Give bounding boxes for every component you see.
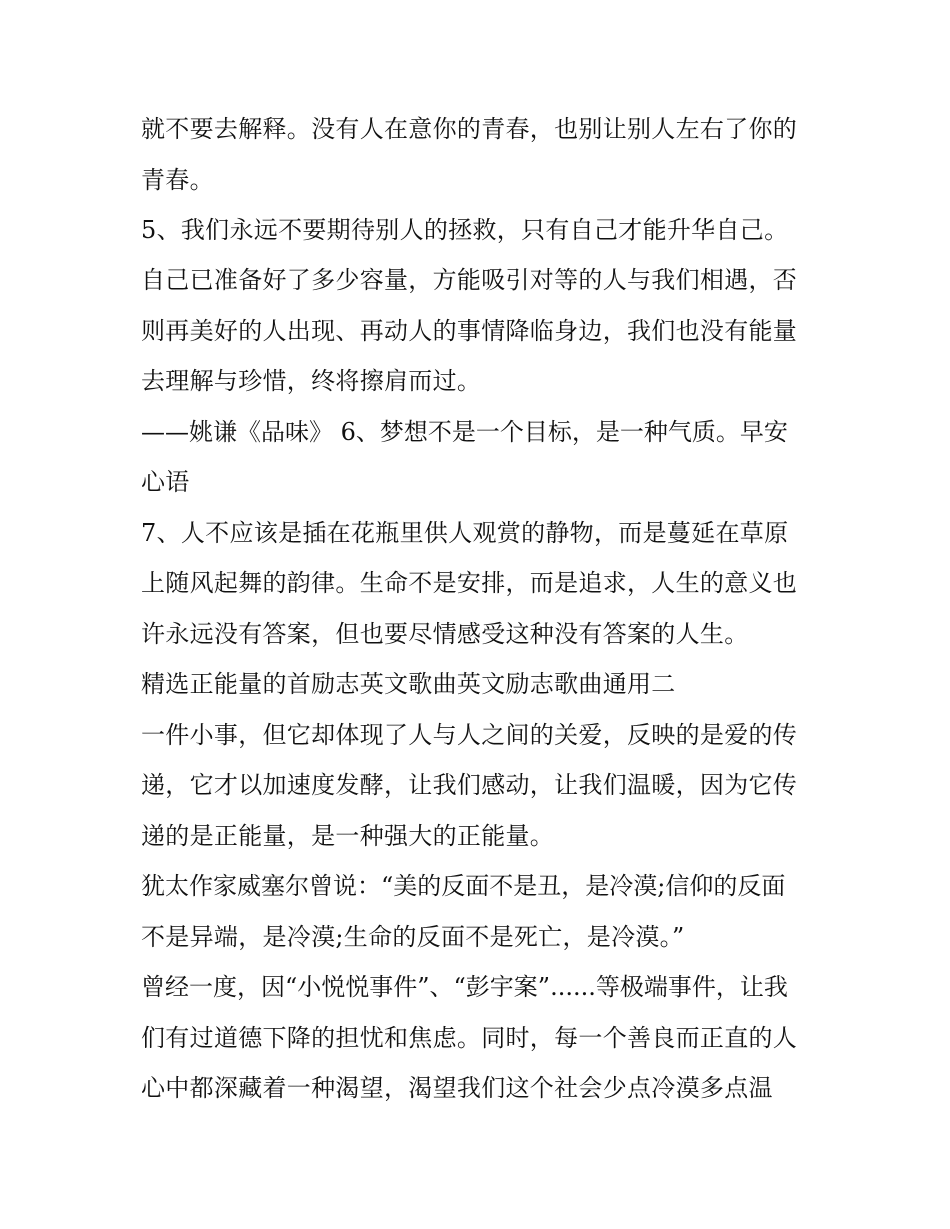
text-line: 不是异端，是冷漠;生命的反面不是死亡，是冷漠。” bbox=[141, 923, 685, 951]
text-line: 上随风起舞的韵律。生命不是安排，而是追求，人生的意义也 bbox=[141, 569, 798, 597]
text-line: 许永远没有答案，但也要尽情感受这种没有答案的人生。 bbox=[141, 620, 749, 648]
text-line: 去理解与珍惜，终将擦肩而过。 bbox=[141, 367, 482, 395]
text-line: 7、人不应该是插在花瓶里供人观赏的静物，而是蔓延在草原 bbox=[141, 519, 789, 547]
text-line: 就不要去解释。没有人在意你的青春，也别让别人左右了你的 bbox=[141, 115, 798, 143]
text-line: 犹太作家威塞尔曾说：“美的反面不是丑，是冷漠;信仰的反面 bbox=[141, 872, 786, 900]
text-line: 青春。 bbox=[141, 166, 214, 194]
section-heading: 精选正能量的首励志英文歌曲英文励志歌曲通用二 bbox=[141, 670, 676, 698]
text-line: 递的是正能量，是一种强大的正能量。 bbox=[141, 822, 555, 850]
text-line: 自己已准备好了多少容量，方能吸引对等的人与我们相遇，否 bbox=[141, 266, 798, 294]
text-line: 心语 bbox=[141, 468, 190, 496]
text-line: 则再美好的人出现、再动人的事情降临身边，我们也没有能量 bbox=[141, 317, 798, 345]
text-line: ——姚谦《品味》 6、梦想不是一个目标，是一种气质。早安 bbox=[141, 418, 788, 446]
text-line: 递，它才以加速度发酵，让我们感动，让我们温暖，因为它传 bbox=[141, 771, 798, 799]
text-line: 们有过道德下降的担忧和焦虑。同时，每一个善良而正直的人 bbox=[141, 1024, 798, 1052]
text-line: 5、我们永远不要期待别人的拯救，只有自己才能升华自己。 bbox=[141, 216, 789, 244]
text-line: 一件小事，但它却体现了人与人之间的关爱，反映的是爱的传 bbox=[141, 721, 798, 749]
text-line: 心中都深藏着一种渴望，渴望我们这个社会少点冷漠多点温 bbox=[141, 1074, 773, 1102]
text-line: 曾经一度，因“小悦悦事件”、“彭宇案”......等极端事件，让我 bbox=[141, 973, 788, 1001]
